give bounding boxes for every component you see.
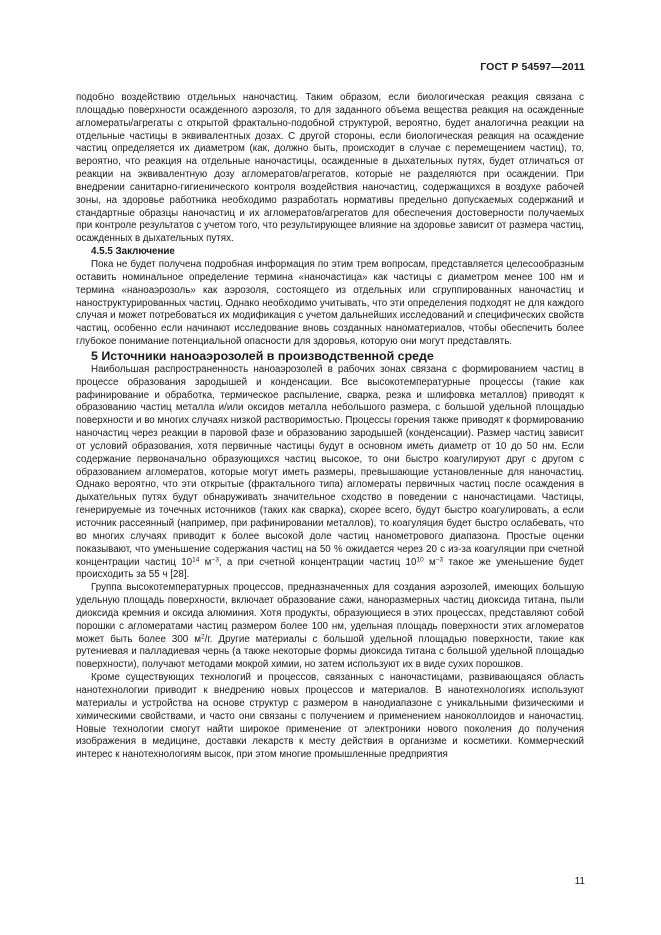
section-heading: 5 Источники наноаэрозолей в производственной среде	[91, 348, 434, 363]
text-run: м	[423, 556, 436, 568]
text-run: , а при счетной концентрации частиц 10	[218, 556, 417, 568]
page-body	[76, 92, 584, 762]
paragraph-high-temperature	[76, 582, 584, 672]
text-run: м	[199, 556, 212, 568]
superscript: 14	[192, 556, 200, 564]
page-number: 11	[574, 876, 585, 887]
document-header: ГОСТ Р 54597—2011	[480, 61, 585, 73]
paragraph-nanotechnology: Кроме существующих технологий и процессов, связанных с наночастицами, развивающаяся область нанотехнологии приводит к внедрению новых процессов и материалов. В нанотехнологиях используют материалы и устройства на основе структур с размером в нанодиапазоне с уникальными физическими и химическими свойствами, и часто они связаны с получением и применением наноколлоидов и наночастиц. Новые технологии смогут найти широкое применение от электроники нового поколения до получения изображения в медицине, доставки лекарств к месту действия в организме и косметики. Коммерческий интерес к нанотехнологиям высок, при этом многие промышленные предприятия	[76, 672, 584, 761]
superscript: 10	[416, 556, 424, 564]
paragraph-sources	[76, 364, 584, 582]
text-run: /г. Другие материалы с большой удельной площадью поверхности, такие как рутениевая и палладиевая чернь (а также некоторые формы диоксида титана с большой удельной площадью поверхности), получают методами мокрой химии, но затем используют их в виде сухих порошков.	[76, 633, 584, 671]
subsection-heading: 4.5.5 Заключение	[91, 246, 175, 258]
superscript: −3	[435, 556, 444, 564]
paragraph-continuation: подобно воздействию отдельных наночастиц. Таким образом, если биологическая реакция связана с площадью поверхности осажденного аэрозоля, то для заданного объема вещества реакция на осажденные агломераты/агрегаты с открытой фрактально-подобной структурой, вероятно, будет аналогична реакции на отдельные частицы в эквивалентных дозах. С другой стороны, если биологическая реакция на осаждение частиц определяется их диаметром (как, должно быть, происходит в случае с перемещением частиц), то, вероятно, что реакция на отдельные наночастицы, осажденные в дыхательных путях, будет отличаться от реакции на эквивалентную дозу агломератов/агрегатов, которые не разделяются при осаждении. При внедрении санитарно-гигиенического контроля воздействия наночастиц, содержащихся в воздухе рабочей зоны, на здоровье работника необходимо разработать нормативы предельно допускаемых содержаний и стандартные образцы наночастиц и их агломератов/агрегатов для обеспечения достоверности получаемых при контроле результатов с учетом того, что результирующее влияние на здоровье зависит от размера частиц, осажденных в дыхательных путях.	[76, 92, 584, 245]
paragraph-conclusion: Пока не будет получена подробная информация по этим трем вопросам, представляется целесообразным оставить номинальное определение термина «наночастица» как частицы с диаметром менее 100 нм и термина «наноаэрозоль» как аэрозоля, состоящего из отдельных или сгруппированных наночастиц и наноструктурированных частиц. Однако необходимо учитывать, что эти определения подходят не для каждого случая и может потребоваться их модификация с учетом дальнейших исследований и специфических свойств частиц, особенно если начинают исследование вновь созданных наноматериалов, чтобы обеспечить более глубокое понимание потенциальной опасности для здоровья, которую они могут представлять.	[76, 258, 584, 348]
superscript: −3	[211, 556, 219, 564]
text-run: Наибольшая распространенность наноаэрозолей в рабочих зонах связана с формированием частиц в процессе образования зародышей и конденсации. Все высокотемпературные процессы (такие как рафинирование и обработка, термическое распыление, сварка, резка и шлифовка металлов) приводят к образованию частиц металла и/или оксидов металла небольшого размера, с большой удельной площадью поверхности и во многих случаях низкой растворимостью. Процессы горения также приводят к формированию наночастиц через реакции в паровой фазе и образованию зародышей (конденсации). Размер частиц зависит от условий образования, хотя первичные частицы будут в основном иметь диаметр от 10 до 50 нм. Если содержание первоначально образующихся частиц высокое, то они быстро коагулируют друг с другом с образованием агломератов, которые могут иметь размеры, превышающие установленные для наночастиц. Однако вероятно, что эти открытые (фрактального типа) агломераты первичных частиц после осаждения в дыхательных путях будут обнаруживать значительное сходство в поведении с наночастицами. Частицы, генерируемые из точечных источников (таких как сварка), скорее всего, будут быстро коагулировать, а если источник рассеянный (например, при рафинировании металлов), то коагуляция будет быстро ослабевать, что во многих случаях приводит к более высокой доле частиц нанометрового диапазона. Простые оценки показывают, что уменьшение содержания частиц на 50 % ожидается через 20 с из-за коагуляции при счетной концентрации частиц 10	[76, 363, 584, 568]
superscript: 2	[200, 633, 205, 641]
text-run: Группа высокотемпературных процессов, предназначенных для создания аэрозолей, имеющих большую удельную площадь поверхности, включает образование сажи, наноразмерных частиц диоксида титана, пыли диоксида кремния и оксида алюминия. Хотя продукты, образующиеся в этих процессах, представляют собой порошки с агломератами частиц размером более 100 нм, удельная площадь поверхности этих агломератов может быть более 300 м	[76, 582, 584, 645]
text-run: такое же уменьшение будет происходить за 55 ч [28].	[76, 556, 585, 581]
